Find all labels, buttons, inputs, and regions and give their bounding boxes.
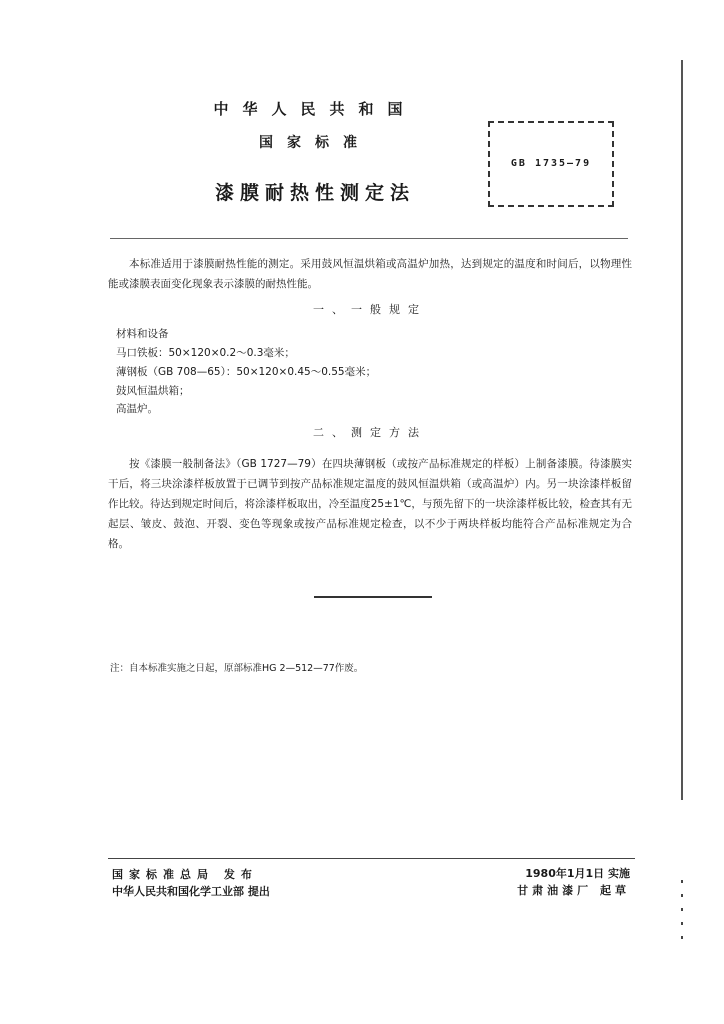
section-heading-method: 二、测定方法	[313, 426, 427, 439]
document-title: 漆膜耐热性测定法	[214, 182, 415, 204]
standard-code: GB 1735—79	[510, 158, 592, 169]
section-heading-general: 一、一般规定	[313, 303, 427, 316]
scan-edge-marks	[681, 880, 683, 950]
header-divider	[110, 238, 628, 239]
materials-item: 薄钢板（GB 708—65）：50×120×0.45～0.55毫米；	[116, 366, 377, 378]
effective-date-line: 1980年1月1日 实施	[525, 867, 630, 880]
end-rule	[314, 596, 432, 598]
intro-paragraph: 本标准适用于漆膜耐热性能的测定。采用鼓风恒温烘箱或高温炉加热，达到规定的温度和时间后，以物理性能或漆膜表面变化现象表示漆膜的耐热性能。	[108, 258, 632, 290]
category-heading: 国家标准	[259, 135, 371, 151]
footer-divider	[108, 858, 635, 859]
method-paragraph: 按《漆膜一般制备法》（GB 1727—79）在四块薄钢板（或按产品标准规定的样板）上制备漆膜。待漆膜实干后，将三块涂漆样板放置于已调节到按产品标准规定温度的鼓风恒温烘箱（或高温炉）内。另一块涂漆样板留作比较。待达到规定时间后，将涂漆样板取出，冷至温度25±1℃，与预先留下的一块涂漆样板比较，检查其有无起层、皱皮、鼓泡、开裂、变色等现象或按产品标准规定检查，以不少于两块样板均能符合产品标准规定为合格。	[108, 458, 632, 550]
materials-item: 高温炉。	[116, 403, 158, 415]
publisher-line: 国家标准总局 发布	[112, 868, 258, 881]
proposer-line: 中华人民共和国化学工业部 提出	[112, 885, 270, 898]
scan-edge-line	[681, 60, 683, 800]
footnote: 注：自本标准实施之日起，原部标准HG 2—512—77作废。	[110, 663, 364, 674]
materials-item: 马口铁板：50×120×0.2～0.3毫米；	[116, 347, 295, 359]
materials-item: 材料和设备	[116, 328, 169, 340]
country-heading: 中华人民共和国	[213, 100, 417, 118]
drafter-line: 甘肃油漆厂 起草	[517, 884, 630, 897]
standard-code-box	[488, 121, 614, 207]
materials-item: 鼓风恒温烘箱；	[116, 385, 190, 397]
